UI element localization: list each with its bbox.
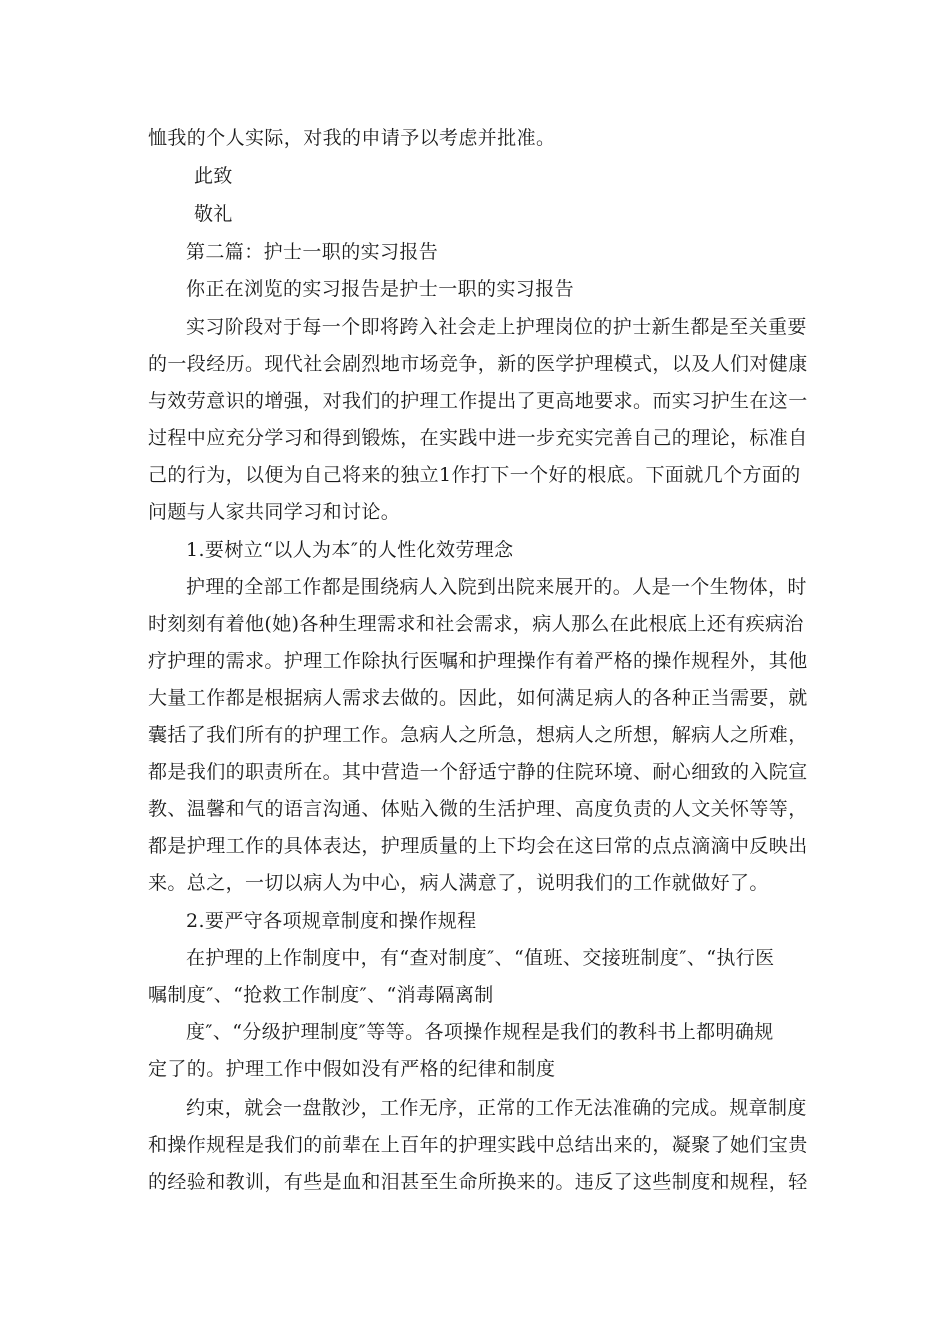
paragraph-line: 教、温馨和气的语言沟通、体贴入微的生活护理、高度负责的人文关怀等等， <box>148 798 808 820</box>
paragraph-line: 过程中应充分学习和得到锻炼，在实践中进一步充实完善自己的理论，标准自 <box>148 427 808 449</box>
paragraph-line: 在护理的上作制度中，有“查对制度″、“值班、交接班制度″、“执行医 <box>186 947 775 969</box>
paragraph-line: 恤我的个人实际，对我的申请予以考虑并批准。 <box>148 127 556 149</box>
closing-line: 此致 <box>194 165 233 187</box>
paragraph-line: 来。总之，一切以病人为中心，病人满意了，说明我们的工作就做好了。 <box>148 872 769 894</box>
paragraph-line: 和操作规程是我们的前辈在上百年的护理实践中总结出来的，凝聚了她们宝贵 <box>148 1134 808 1156</box>
section-heading: 第二篇：护士一职的实习报告 <box>186 241 439 263</box>
paragraph-line: 定了的。护理工作中假如没有严格的纪律和制度 <box>148 1058 556 1080</box>
paragraph-line: 都是我们的职责所在。其中营造一个舒适宁静的住院环境、耐心细致的入院宣 <box>148 761 808 783</box>
paragraph-line: 你正在浏览的实习报告是护士一职的实习报告 <box>186 278 575 300</box>
paragraph-line: 时刻刻有着他(她)各种生理需求和社会需求，病人那么在此根底上还有疾病治 <box>148 613 804 635</box>
paragraph-line: 问题与人家共同学习和讨论。 <box>148 501 401 523</box>
paragraph-line: 大量工作都是根据病人需求去做的。因此，如何满足病人的各种正当需要，就 <box>148 687 808 709</box>
paragraph-line: 疗护理的需求。护理工作除执行医嘱和护理操作有着严格的操作规程外，其他 <box>148 650 808 672</box>
paragraph-line: 都是护理工作的具体表达，护理质量的上下均会在这曰常的点点滴滴中反映出 <box>148 835 808 857</box>
paragraph-line: 与效劳意识的增强，对我们的护理工作提出了更高地要求。而实习护生在这一 <box>148 390 808 412</box>
paragraph-line: 护理的全部工作都是围绕病人入院到出院来展开的。人是一个生物体，时 <box>186 576 807 598</box>
paragraph-line: 的一段经历。现代社会剧烈地市场竞争，新的医学护理模式，以及人们对健康 <box>148 353 808 375</box>
subheading: 2.要严守各项规章制度和操作规程 <box>186 910 477 932</box>
subheading: 1.要树立“以人为本″的人性化效劳理念 <box>186 539 514 561</box>
paragraph-line: 的经验和教训，有些是血和泪甚至生命所换来的。违反了这些制度和规程，轻 <box>148 1171 808 1193</box>
paragraph-line: 囊括了我们所有的护理工作。急病人之所急，想病人之所想，解病人之所难， <box>148 724 808 746</box>
paragraph-line: 度″、“分级护理制度″等等。各项操作规程是我们的教科书上都明确规 <box>186 1021 774 1043</box>
paragraph-line: 嘱制度″、“抢救工作制度″、“消毒隔离制 <box>148 984 494 1006</box>
closing-line: 敬礼 <box>194 203 233 225</box>
paragraph-line: 己的行为，以便为自己将来的独立1作打下一个好的根底。下面就几个方面的 <box>148 464 801 486</box>
paragraph-line: 实习阶段对于每一个即将跨入社会走上护理岗位的护士新生都是至关重要 <box>186 316 807 338</box>
paragraph-line: 约束，就会一盘散沙，工作无序，正常的工作无法准确的完成。规章制度 <box>186 1097 807 1119</box>
